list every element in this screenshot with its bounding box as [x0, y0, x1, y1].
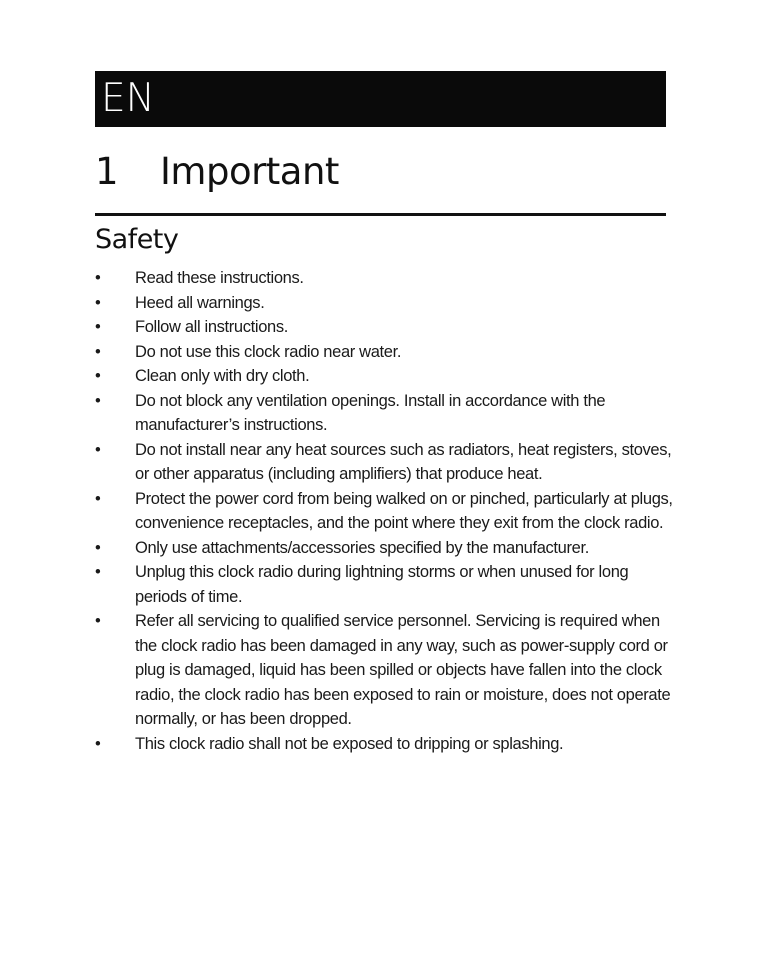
list-item-text: Heed all warnings. — [135, 293, 265, 312]
bullet-icon: • — [95, 440, 101, 459]
list-item — [95, 438, 673, 487]
list-item — [95, 732, 673, 757]
list-item-text: Follow all instructions. — [135, 318, 288, 336]
list-item-text: Protect the power cord from being walked on or pinched, particularly at plugs, convenience receptacles, and the point where they exit from the clock radio. — [135, 489, 673, 532]
list-item — [95, 340, 673, 365]
list-item-text: Do not use this clock radio near water. — [135, 342, 402, 361]
list-item — [95, 609, 673, 732]
list-item — [95, 487, 673, 536]
list-item-text: Unplug this clock radio during lightning storms or when unused for long periods of time. — [135, 563, 629, 606]
bullet-icon: • — [95, 318, 101, 336]
list-item-text: Do not block any ventilation openings. Install in accordance with the manufacturer’s instructions. — [135, 391, 606, 434]
list-item — [95, 389, 673, 438]
chapter-number: 1 — [95, 150, 119, 193]
safety-list — [95, 266, 673, 756]
bullet-icon: • — [95, 612, 101, 630]
list-item — [95, 291, 673, 316]
bullet-icon: • — [95, 563, 101, 581]
list-item-text: Refer all servicing to qualified service personnel. Servicing is required when the clock radio has been damaged in any way, such as power-supply cord or plug is damaged, liquid has been spilled or objects have fallen into the clock radio, the clock radio has been exposed to rain or moisture, does not operate normally, or has been dropped. — [135, 612, 671, 728]
language-banner — [95, 71, 666, 127]
bullet-icon: • — [95, 538, 101, 557]
bullet-icon: • — [95, 293, 101, 312]
list-item-text: Do not install near any heat sources such as radiators, heat registers, stoves, or other apparatus (including amplifiers) that produce heat. — [135, 440, 672, 483]
chapter-title: Important — [160, 150, 339, 193]
bullet-icon: • — [95, 489, 101, 508]
list-item-text: This clock radio shall not be exposed to dripping or splashing. — [135, 734, 564, 753]
list-item — [95, 364, 673, 389]
bullet-icon: • — [95, 367, 101, 385]
list-item-text: Clean only with dry cloth. — [135, 367, 310, 385]
list-item — [95, 315, 673, 340]
section-divider — [95, 213, 666, 216]
bullet-icon: • — [95, 269, 101, 287]
language-code: EN — [101, 76, 155, 121]
list-item-text: Only use attachments/accessories specified by the manufacturer. — [135, 538, 589, 557]
list-item — [95, 536, 673, 561]
bullet-icon: • — [95, 342, 101, 361]
list-item-text: Read these instructions. — [135, 269, 304, 287]
list-item — [95, 266, 673, 291]
list-item — [95, 560, 673, 609]
chapter-heading — [95, 150, 339, 194]
bullet-icon: • — [95, 734, 101, 753]
section-title: Safety — [95, 224, 179, 255]
bullet-icon: • — [95, 391, 101, 410]
